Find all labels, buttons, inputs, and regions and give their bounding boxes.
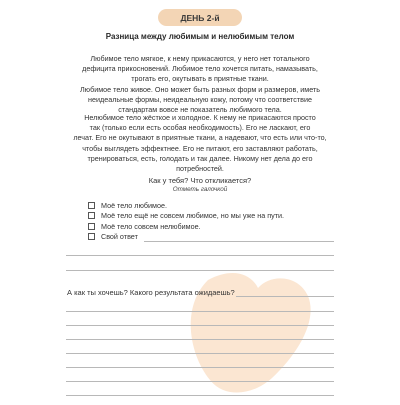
checkbox-icon[interactable] (88, 233, 95, 240)
writing-line[interactable] (66, 395, 334, 396)
text-line: Любимое тело живое. Оно может быть разных форм и размеров, иметь (79, 84, 321, 94)
text-line: тренироваться, есть, голодать и так далее. Никому нет дела до его (87, 153, 313, 163)
option-label: Моё тело ещё не совсем любимое, но мы уже на пути. (101, 211, 285, 221)
text-line: Любимое тело мягкое, к нему прикасаются, у него нет тотального (90, 54, 310, 63)
option-body-on-the-way[interactable] (88, 211, 284, 222)
question-how-are-you: Как у тебя? Что откликается? (148, 176, 252, 185)
paragraph-unloved-body (60, 113, 340, 174)
text-line: неидеальные формы, неидеальную кожу, потому что соответствие (88, 94, 312, 104)
text-line: стандартам вовсе не показатель любимого тела. (118, 105, 282, 115)
text-line: Нелюбимое тело жёсткое и холодное. К нему не прикасаются просто (84, 113, 316, 122)
options-list (88, 200, 284, 242)
writing-line[interactable] (144, 241, 334, 242)
writing-line[interactable] (66, 367, 334, 368)
day-badge: ДЕНЬ 2-й (158, 9, 242, 26)
paragraph-loved-body (60, 54, 340, 115)
checkbox-icon[interactable] (88, 212, 95, 219)
writing-line[interactable] (66, 270, 334, 271)
option-label: Моё тело совсем нелюбимое. (101, 221, 201, 231)
writing-line[interactable] (66, 381, 334, 382)
option-label: Свой ответ (101, 232, 138, 242)
writing-line[interactable] (66, 339, 334, 340)
text-line: дефицита прикосновений. Любимое тело хочется питать, намазывать, (82, 64, 318, 74)
question-hint: Отметь галочкой (172, 186, 228, 193)
option-label: Моё тело любимое. (101, 200, 167, 210)
writing-line[interactable] (66, 353, 334, 354)
writing-line[interactable] (66, 325, 334, 326)
text-line: потребностей. (176, 164, 224, 174)
question-expectations: А как ты хочешь? Какого результата ожидаешь? (67, 288, 235, 297)
page-title: Разница между любимым и нелюбимым телом (105, 32, 295, 41)
writing-line[interactable] (236, 296, 334, 297)
checkbox-icon[interactable] (88, 202, 95, 209)
text-line: лечат. Его не окутывают в приятные ткани, а надевают, что есть или что-то, (73, 133, 327, 143)
text-line: так (только если есть особая необходимость). Его не ласкают, его (89, 123, 311, 133)
option-body-loved[interactable] (88, 200, 284, 211)
text-line: чтобы выглядеть эффектнее. Его не питают, его заставляют работать, (82, 143, 318, 153)
writing-line[interactable] (66, 311, 334, 312)
option-body-unloved[interactable] (88, 221, 284, 232)
checkbox-icon[interactable] (88, 223, 95, 230)
text-line: трогать его, окутывать в приятные ткани. (131, 74, 269, 84)
writing-line[interactable] (66, 255, 334, 256)
